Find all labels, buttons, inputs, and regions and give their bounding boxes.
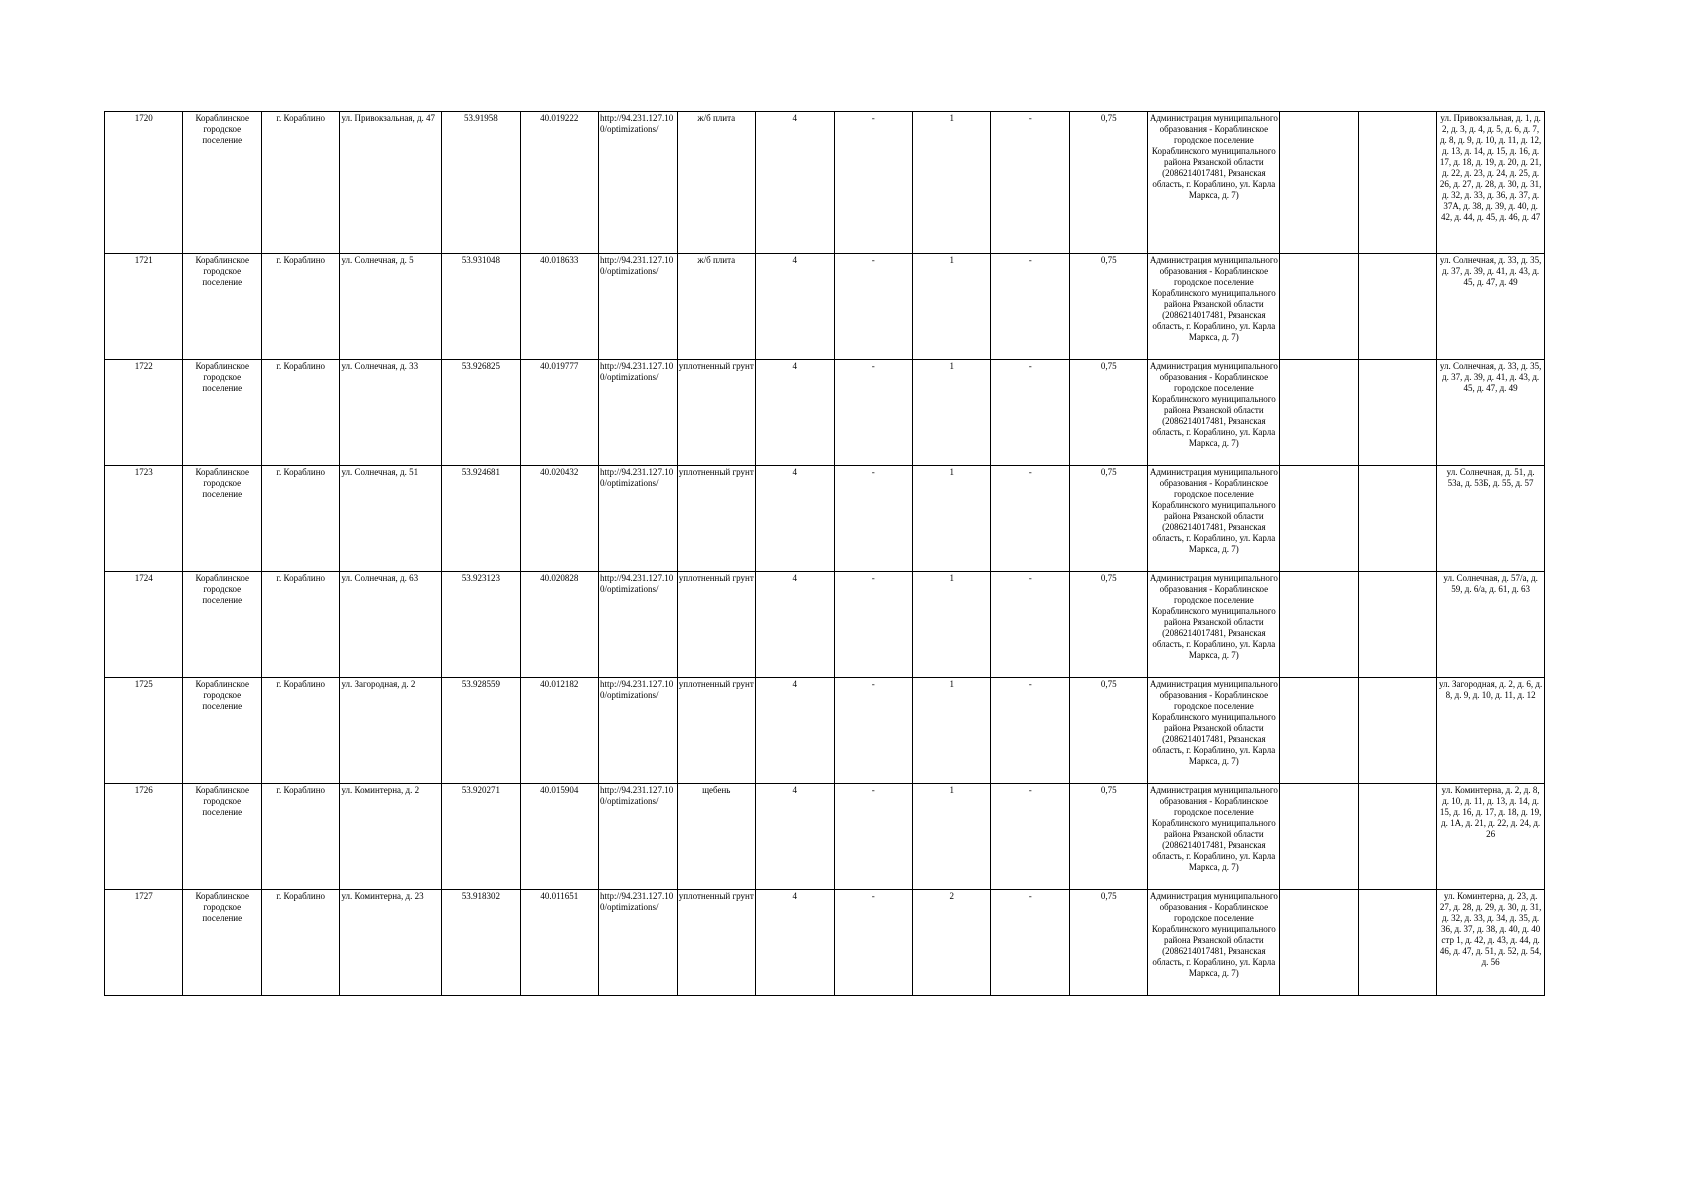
longitude-cell: 40.011651	[520, 890, 598, 996]
latitude-cell: 53.918302	[442, 890, 520, 996]
empty-cell	[1280, 112, 1358, 254]
empty-cell	[1280, 254, 1358, 360]
container-count-cell: 1	[912, 466, 990, 572]
surface-cell: ж/б плита	[677, 254, 755, 360]
area-cell: 4	[756, 112, 834, 254]
surface-cell: уплотненный грунт	[677, 466, 755, 572]
owner-cell: Администрация муниципального образования - Кораблинское городское поселение Кораблинского муниципального района Рязанской области (2086214017481, Рязанская область, г. Кораблино, ул. Карла Маркса, д. 7)	[1148, 466, 1280, 572]
table-row	[105, 784, 1545, 890]
longitude-cell: 40.020828	[520, 572, 598, 678]
served-addresses-cell: ул. Загородная, д. 2, д. 6, д. 8, д. 9, д. 10, д. 11, д. 12	[1437, 678, 1545, 784]
url-link[interactable]: http://94.231.127.100/optimizations/	[599, 112, 677, 254]
table-row	[105, 112, 1545, 254]
area-cell: 4	[756, 784, 834, 890]
empty-cell	[1358, 678, 1436, 784]
served-addresses-cell: ул. Коминтерна, д. 23, д. 27, д. 28, д. 29, д. 30, д. 31, д. 32, д. 33, д. 34, д. 35, д. 36, д. 37, д. 38, д. 40, д. 40 стр 1, д. 42, д. 43, д. 44, д. 46, д. 47, д. 51, д. 52, д. 54, д. 56	[1437, 890, 1545, 996]
dash-cell: -	[991, 112, 1069, 254]
container-count-cell: 2	[912, 890, 990, 996]
surface-cell: уплотненный грунт	[677, 678, 755, 784]
url-link[interactable]: http://94.231.127.100/optimizations/	[599, 254, 677, 360]
dash-cell: -	[991, 890, 1069, 996]
dash-cell: -	[991, 360, 1069, 466]
empty-cell	[1280, 360, 1358, 466]
surface-cell: ж/б плита	[677, 112, 755, 254]
address-cell: ул. Привокзальная, д. 47	[340, 112, 442, 254]
dash-cell: -	[834, 572, 912, 678]
dash-cell: -	[834, 254, 912, 360]
address-cell: ул. Солнечная, д. 33	[340, 360, 442, 466]
area-cell: 4	[756, 678, 834, 784]
empty-cell	[1358, 890, 1436, 996]
owner-cell: Администрация муниципального образования - Кораблинское городское поселение Кораблинского муниципального района Рязанской области (2086214017481, Рязанская область, г. Кораблино, ул. Карла Маркса, д. 7)	[1148, 572, 1280, 678]
served-addresses-cell: ул. Солнечная, д. 33, д. 35, д. 37, д. 39, д. 41, д. 43, д. 45, д. 47, д. 49	[1437, 254, 1545, 360]
settlement-cell: Кораблинское городское поселение	[183, 112, 261, 254]
dash-cell: -	[991, 678, 1069, 784]
latitude-cell: 53.928559	[442, 678, 520, 784]
volume-cell: 0,75	[1069, 254, 1147, 360]
address-cell: ул. Солнечная, д. 51	[340, 466, 442, 572]
empty-cell	[1280, 784, 1358, 890]
city-cell: г. Кораблино	[261, 784, 339, 890]
dash-cell: -	[834, 360, 912, 466]
area-cell: 4	[756, 254, 834, 360]
area-cell: 4	[756, 572, 834, 678]
container-count-cell: 1	[912, 678, 990, 784]
address-cell: ул. Загородная, д. 2	[340, 678, 442, 784]
volume-cell: 0,75	[1069, 784, 1147, 890]
row-number: 1722	[105, 360, 183, 466]
city-cell: г. Кораблино	[261, 466, 339, 572]
served-addresses-cell: ул. Солнечная, д. 57/а, д. 59, д. 6/а, д. 61, д. 63	[1437, 572, 1545, 678]
settlement-cell: Кораблинское городское поселение	[183, 678, 261, 784]
longitude-cell: 40.015904	[520, 784, 598, 890]
surface-cell: уплотненный грунт	[677, 890, 755, 996]
longitude-cell: 40.012182	[520, 678, 598, 784]
longitude-cell: 40.019222	[520, 112, 598, 254]
dash-cell: -	[991, 572, 1069, 678]
empty-cell	[1358, 254, 1436, 360]
dash-cell: -	[834, 678, 912, 784]
settlement-cell: Кораблинское городское поселение	[183, 784, 261, 890]
surface-cell: щебень	[677, 784, 755, 890]
row-number: 1721	[105, 254, 183, 360]
latitude-cell: 53.926825	[442, 360, 520, 466]
city-cell: г. Кораблино	[261, 112, 339, 254]
settlement-cell: Кораблинское городское поселение	[183, 572, 261, 678]
owner-cell: Администрация муниципального образования - Кораблинское городское поселение Кораблинского муниципального района Рязанской области (2086214017481, Рязанская область, г. Кораблино, ул. Карла Маркса, д. 7)	[1148, 112, 1280, 254]
longitude-cell: 40.020432	[520, 466, 598, 572]
volume-cell: 0,75	[1069, 890, 1147, 996]
dash-cell: -	[834, 112, 912, 254]
empty-cell	[1280, 678, 1358, 784]
row-number: 1720	[105, 112, 183, 254]
waste-sites-table	[104, 111, 1545, 996]
row-number: 1723	[105, 466, 183, 572]
surface-cell: уплотненный грунт	[677, 572, 755, 678]
latitude-cell: 53.923123	[442, 572, 520, 678]
area-cell: 4	[756, 890, 834, 996]
dash-cell: -	[991, 466, 1069, 572]
city-cell: г. Кораблино	[261, 254, 339, 360]
table-row	[105, 890, 1545, 996]
settlement-cell: Кораблинское городское поселение	[183, 466, 261, 572]
table-row	[105, 360, 1545, 466]
address-cell: ул. Коминтерна, д. 2	[340, 784, 442, 890]
empty-cell	[1358, 112, 1436, 254]
empty-cell	[1280, 890, 1358, 996]
latitude-cell: 53.91958	[442, 112, 520, 254]
latitude-cell: 53.920271	[442, 784, 520, 890]
volume-cell: 0,75	[1069, 466, 1147, 572]
container-count-cell: 1	[912, 784, 990, 890]
empty-cell	[1358, 360, 1436, 466]
city-cell: г. Кораблино	[261, 360, 339, 466]
empty-cell	[1280, 466, 1358, 572]
city-cell: г. Кораблино	[261, 572, 339, 678]
table-row	[105, 572, 1545, 678]
empty-cell	[1358, 572, 1436, 678]
owner-cell: Администрация муниципального образования - Кораблинское городское поселение Кораблинского муниципального района Рязанской области (2086214017481, Рязанская область, г. Кораблино, ул. Карла Маркса, д. 7)	[1148, 890, 1280, 996]
served-addresses-cell: ул. Привокзальная, д. 1, д. 2, д. 3, д. 4, д. 5, д. 6, д. 7, д. 8, д. 9, д. 10, д. 11, д. 12, д. 13, д. 14, д. 15, д. 16, д. 17, д. 18, д. 19, д. 20, д. 21, д. 22, д. 23, д. 24, д. 25, д. 26, д. 27, д. 28, д. 30, д. 31, д. 32, д. 33, д. 36, д. 37, д. 37А, д. 38, д. 39, д. 40, д. 42, д. 44, д. 45, д. 46, д. 47	[1437, 112, 1545, 254]
row-number: 1724	[105, 572, 183, 678]
dash-cell: -	[834, 784, 912, 890]
volume-cell: 0,75	[1069, 112, 1147, 254]
volume-cell: 0,75	[1069, 572, 1147, 678]
volume-cell: 0,75	[1069, 360, 1147, 466]
row-number: 1725	[105, 678, 183, 784]
area-cell: 4	[756, 360, 834, 466]
container-count-cell: 1	[912, 572, 990, 678]
owner-cell: Администрация муниципального образования - Кораблинское городское поселение Кораблинского муниципального района Рязанской области (2086214017481, Рязанская область, г. Кораблино, ул. Карла Маркса, д. 7)	[1148, 678, 1280, 784]
url-link[interactable]: http://94.231.127.100/optimizations/	[599, 572, 677, 678]
settlement-cell: Кораблинское городское поселение	[183, 254, 261, 360]
url-link[interactable]: http://94.231.127.100/optimizations/	[599, 678, 677, 784]
dash-cell: -	[991, 784, 1069, 890]
city-cell: г. Кораблино	[261, 678, 339, 784]
url-link[interactable]: http://94.231.127.100/optimizations/	[599, 784, 677, 890]
row-number: 1727	[105, 890, 183, 996]
dash-cell: -	[834, 890, 912, 996]
longitude-cell: 40.019777	[520, 360, 598, 466]
owner-cell: Администрация муниципального образования - Кораблинское городское поселение Кораблинского муниципального района Рязанской области (2086214017481, Рязанская область, г. Кораблино, ул. Карла Маркса, д. 7)	[1148, 784, 1280, 890]
container-count-cell: 1	[912, 112, 990, 254]
row-number: 1726	[105, 784, 183, 890]
served-addresses-cell: ул. Солнечная, д. 33, д. 35, д. 37, д. 39, д. 41, д. 43, д. 45, д. 47, д. 49	[1437, 360, 1545, 466]
served-addresses-cell: ул. Солнечная, д. 51, д. 53а, д. 53Б, д. 55, д. 57	[1437, 466, 1545, 572]
url-link[interactable]: http://94.231.127.100/optimizations/	[599, 360, 677, 466]
empty-cell	[1280, 572, 1358, 678]
address-cell: ул. Солнечная, д. 63	[340, 572, 442, 678]
city-cell: г. Кораблино	[261, 890, 339, 996]
settlement-cell: Кораблинское городское поселение	[183, 360, 261, 466]
longitude-cell: 40.018633	[520, 254, 598, 360]
owner-cell: Администрация муниципального образования - Кораблинское городское поселение Кораблинского муниципального района Рязанской области (2086214017481, Рязанская область, г. Кораблино, ул. Карла Маркса, д. 7)	[1148, 254, 1280, 360]
table-row	[105, 466, 1545, 572]
owner-cell: Администрация муниципального образования - Кораблинское городское поселение Кораблинского муниципального района Рязанской области (2086214017481, Рязанская область, г. Кораблино, ул. Карла Маркса, д. 7)	[1148, 360, 1280, 466]
dash-cell: -	[991, 254, 1069, 360]
surface-cell: уплотненный грунт	[677, 360, 755, 466]
served-addresses-cell: ул. Коминтерна, д. 2, д. 8, д. 10, д. 11, д. 13, д. 14, д. 15, д. 16, д. 17, д. 18, д. 19, д. 1А, д. 21, д. 22, д. 24, д. 26	[1437, 784, 1545, 890]
table-row	[105, 254, 1545, 360]
settlement-cell: Кораблинское городское поселение	[183, 890, 261, 996]
empty-cell	[1358, 466, 1436, 572]
area-cell: 4	[756, 466, 834, 572]
dash-cell: -	[834, 466, 912, 572]
container-count-cell: 1	[912, 254, 990, 360]
address-cell: ул. Коминтерна, д. 23	[340, 890, 442, 996]
url-link[interactable]: http://94.231.127.100/optimizations/	[599, 890, 677, 996]
table-row	[105, 678, 1545, 784]
latitude-cell: 53.931048	[442, 254, 520, 360]
url-link[interactable]: http://94.231.127.100/optimizations/	[599, 466, 677, 572]
volume-cell: 0,75	[1069, 678, 1147, 784]
empty-cell	[1358, 784, 1436, 890]
latitude-cell: 53.924681	[442, 466, 520, 572]
address-cell: ул. Солнечная, д. 5	[340, 254, 442, 360]
container-count-cell: 1	[912, 360, 990, 466]
